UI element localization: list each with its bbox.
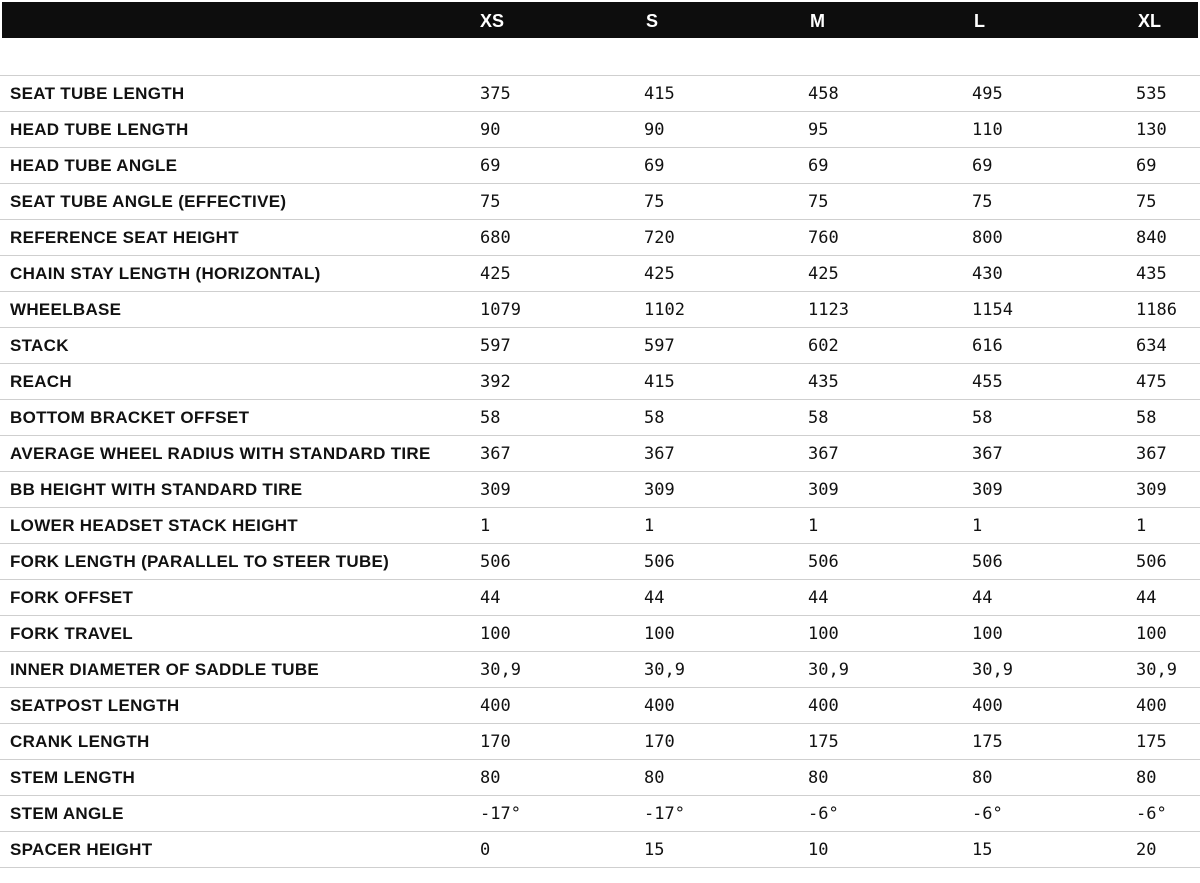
- cell-value-xs: 425: [480, 264, 511, 284]
- cell-value-xl: 100: [1136, 624, 1167, 644]
- cell-value-l: 58: [972, 408, 993, 428]
- cell-value-xs: 597: [480, 336, 511, 356]
- cell-value-m: 425: [808, 264, 839, 284]
- cell-value-xl: 634: [1136, 336, 1167, 356]
- cell-value-xs: 69: [480, 156, 501, 176]
- cell-value-xs: 170: [480, 732, 511, 752]
- cell-value-s: 170: [644, 732, 675, 752]
- cell-value-m: 95: [808, 120, 829, 140]
- cell-value-l: 455: [972, 372, 1003, 392]
- cell-value-l: 309: [972, 480, 1003, 500]
- size-header-l: L: [974, 11, 985, 31]
- row-label: SEAT TUBE LENGTH: [10, 84, 185, 103]
- table-row: [0, 579, 1200, 615]
- cell-value-m: 69: [808, 156, 829, 176]
- cell-value-m: 435: [808, 372, 839, 392]
- size-header-xs: XS: [480, 11, 505, 31]
- cell-value-m: 175: [808, 732, 839, 752]
- row-label: FORK OFFSET: [10, 588, 134, 607]
- cell-value-m: 10: [808, 840, 829, 860]
- row-label: STEM ANGLE: [10, 804, 124, 823]
- table-row: [0, 111, 1200, 147]
- cell-value-xl: 400: [1136, 696, 1167, 716]
- cell-value-xs: 1079: [480, 300, 521, 320]
- cell-value-m: 400: [808, 696, 839, 716]
- table-row: [0, 615, 1200, 651]
- cell-value-xs: 680: [480, 228, 511, 248]
- size-header-m: M: [810, 11, 825, 31]
- cell-value-s: 415: [644, 372, 675, 392]
- row-label: SEAT TUBE ANGLE (EFFECTIVE): [10, 192, 287, 211]
- size-header-xl: XL: [1138, 11, 1162, 31]
- cell-value-m: 80: [808, 768, 829, 788]
- cell-value-s: -17°: [644, 804, 685, 824]
- cell-value-xl: 58: [1136, 408, 1157, 428]
- table-row: [0, 363, 1200, 399]
- cell-value-xl: 435: [1136, 264, 1167, 284]
- cell-value-m: 30,9: [808, 660, 849, 680]
- table-row: [0, 147, 1200, 183]
- cell-value-l: 1: [972, 516, 983, 536]
- row-label: HEAD TUBE LENGTH: [10, 120, 189, 139]
- table-row: [0, 795, 1200, 831]
- cell-value-xl: 506: [1136, 552, 1167, 572]
- geometry-table: [0, 75, 1200, 868]
- cell-value-xl: 309: [1136, 480, 1167, 500]
- cell-value-s: 15: [644, 840, 665, 860]
- cell-value-m: 44: [808, 588, 829, 608]
- cell-value-xl: 1: [1136, 516, 1147, 536]
- cell-value-xs: 400: [480, 696, 511, 716]
- table-row: [0, 759, 1200, 795]
- table-row: [0, 219, 1200, 255]
- cell-value-l: 69: [972, 156, 993, 176]
- cell-value-l: 506: [972, 552, 1003, 572]
- table-row: [0, 75, 1200, 111]
- row-label: BB HEIGHT WITH STANDARD TIRE: [10, 480, 303, 499]
- cell-value-s: 597: [644, 336, 675, 356]
- table-row: [0, 651, 1200, 687]
- cell-value-xl: 175: [1136, 732, 1167, 752]
- cell-value-l: 15: [972, 840, 993, 860]
- cell-value-xs: -17°: [480, 804, 521, 824]
- row-label: STEM LENGTH: [10, 768, 136, 787]
- cell-value-s: 720: [644, 228, 675, 248]
- cell-value-m: 506: [808, 552, 839, 572]
- cell-value-xs: 375: [480, 84, 511, 104]
- cell-value-xs: 30,9: [480, 660, 521, 680]
- cell-value-s: 44: [644, 588, 665, 608]
- row-label: STACK: [10, 336, 69, 355]
- cell-value-xl: 840: [1136, 228, 1167, 248]
- cell-value-l: 1154: [972, 300, 1013, 320]
- cell-value-s: 75: [644, 192, 665, 212]
- cell-value-xs: 80: [480, 768, 501, 788]
- cell-value-m: 602: [808, 336, 839, 356]
- row-label: CHAIN STAY LENGTH (HORIZONTAL): [10, 264, 321, 283]
- cell-value-l: 75: [972, 192, 993, 212]
- cell-value-xs: 309: [480, 480, 511, 500]
- cell-value-xl: 44: [1136, 588, 1157, 608]
- cell-value-s: 400: [644, 696, 675, 716]
- row-label: SPACER HEIGHT: [10, 840, 153, 859]
- cell-value-xs: 367: [480, 444, 511, 464]
- table-row: [0, 507, 1200, 543]
- cell-value-l: 30,9: [972, 660, 1013, 680]
- table-row: [0, 435, 1200, 471]
- row-label: FORK TRAVEL: [10, 624, 133, 643]
- row-label: FORK LENGTH (PARALLEL TO STEER TUBE): [10, 552, 390, 571]
- cell-value-xl: 75: [1136, 192, 1157, 212]
- cell-value-l: 80: [972, 768, 993, 788]
- row-label: REACH: [10, 372, 72, 391]
- table-row: [0, 471, 1200, 507]
- cell-value-xl: 475: [1136, 372, 1167, 392]
- cell-value-xl: 20: [1136, 840, 1157, 860]
- row-label: CRANK LENGTH: [10, 732, 150, 751]
- cell-value-s: 69: [644, 156, 665, 176]
- table-row: [0, 543, 1200, 579]
- table-row: [0, 255, 1200, 291]
- cell-value-s: 309: [644, 480, 675, 500]
- cell-value-xl: 30,9: [1136, 660, 1177, 680]
- cell-value-l: 44: [972, 588, 993, 608]
- size-header-bar: [2, 2, 1198, 38]
- cell-value-s: 80: [644, 768, 665, 788]
- cell-value-xs: 58: [480, 408, 501, 428]
- cell-value-s: 415: [644, 84, 675, 104]
- row-label: HEAD TUBE ANGLE: [10, 156, 178, 175]
- cell-value-xs: 0: [480, 840, 491, 860]
- cell-value-m: 1: [808, 516, 819, 536]
- cell-value-xs: 392: [480, 372, 511, 392]
- row-label: REFERENCE SEAT HEIGHT: [10, 228, 239, 247]
- cell-value-l: -6°: [972, 804, 1003, 824]
- row-label: INNER DIAMETER OF SADDLE TUBE: [10, 660, 320, 679]
- table-row: [0, 183, 1200, 219]
- cell-value-s: 425: [644, 264, 675, 284]
- cell-value-xs: 1: [480, 516, 491, 536]
- cell-value-m: 367: [808, 444, 839, 464]
- cell-value-s: 1102: [644, 300, 685, 320]
- row-label: SEATPOST LENGTH: [10, 696, 180, 715]
- table-row: [0, 291, 1200, 327]
- table-row: [0, 327, 1200, 363]
- cell-value-xl: 1186: [1136, 300, 1177, 320]
- cell-value-m: 309: [808, 480, 839, 500]
- cell-value-xl: 130: [1136, 120, 1167, 140]
- cell-value-l: 616: [972, 336, 1003, 356]
- cell-value-s: 1: [644, 516, 655, 536]
- cell-value-l: 100: [972, 624, 1003, 644]
- cell-value-l: 400: [972, 696, 1003, 716]
- cell-value-s: 30,9: [644, 660, 685, 680]
- table-row: [0, 831, 1200, 868]
- row-label: BOTTOM BRACKET OFFSET: [10, 408, 250, 427]
- cell-value-m: 58: [808, 408, 829, 428]
- cell-value-xs: 506: [480, 552, 511, 572]
- cell-value-xs: 44: [480, 588, 501, 608]
- row-label: WHEELBASE: [10, 300, 122, 319]
- table-row: [0, 399, 1200, 435]
- cell-value-l: 175: [972, 732, 1003, 752]
- cell-value-l: 110: [972, 120, 1003, 140]
- cell-value-m: 75: [808, 192, 829, 212]
- cell-value-l: 495: [972, 84, 1003, 104]
- cell-value-m: 100: [808, 624, 839, 644]
- cell-value-m: 458: [808, 84, 839, 104]
- cell-value-m: 1123: [808, 300, 849, 320]
- cell-value-xl: 69: [1136, 156, 1157, 176]
- row-label: AVERAGE WHEEL RADIUS WITH STANDARD TIRE: [10, 444, 431, 463]
- cell-value-xs: 100: [480, 624, 511, 644]
- cell-value-xl: 367: [1136, 444, 1167, 464]
- cell-value-l: 430: [972, 264, 1003, 284]
- row-label: LOWER HEADSET STACK HEIGHT: [10, 516, 298, 535]
- cell-value-s: 100: [644, 624, 675, 644]
- cell-value-s: 58: [644, 408, 665, 428]
- cell-value-xs: 90: [480, 120, 501, 140]
- cell-value-l: 800: [972, 228, 1003, 248]
- cell-value-xl: -6°: [1136, 804, 1167, 824]
- cell-value-xs: 75: [480, 192, 501, 212]
- table-row: [0, 723, 1200, 759]
- cell-value-l: 367: [972, 444, 1003, 464]
- table-row: [0, 687, 1200, 723]
- cell-value-s: 367: [644, 444, 675, 464]
- cell-value-s: 90: [644, 120, 665, 140]
- cell-value-m: -6°: [808, 804, 839, 824]
- cell-value-xl: 535: [1136, 84, 1167, 104]
- cell-value-xl: 80: [1136, 768, 1157, 788]
- size-header-s: S: [646, 11, 659, 31]
- cell-value-m: 760: [808, 228, 839, 248]
- cell-value-s: 506: [644, 552, 675, 572]
